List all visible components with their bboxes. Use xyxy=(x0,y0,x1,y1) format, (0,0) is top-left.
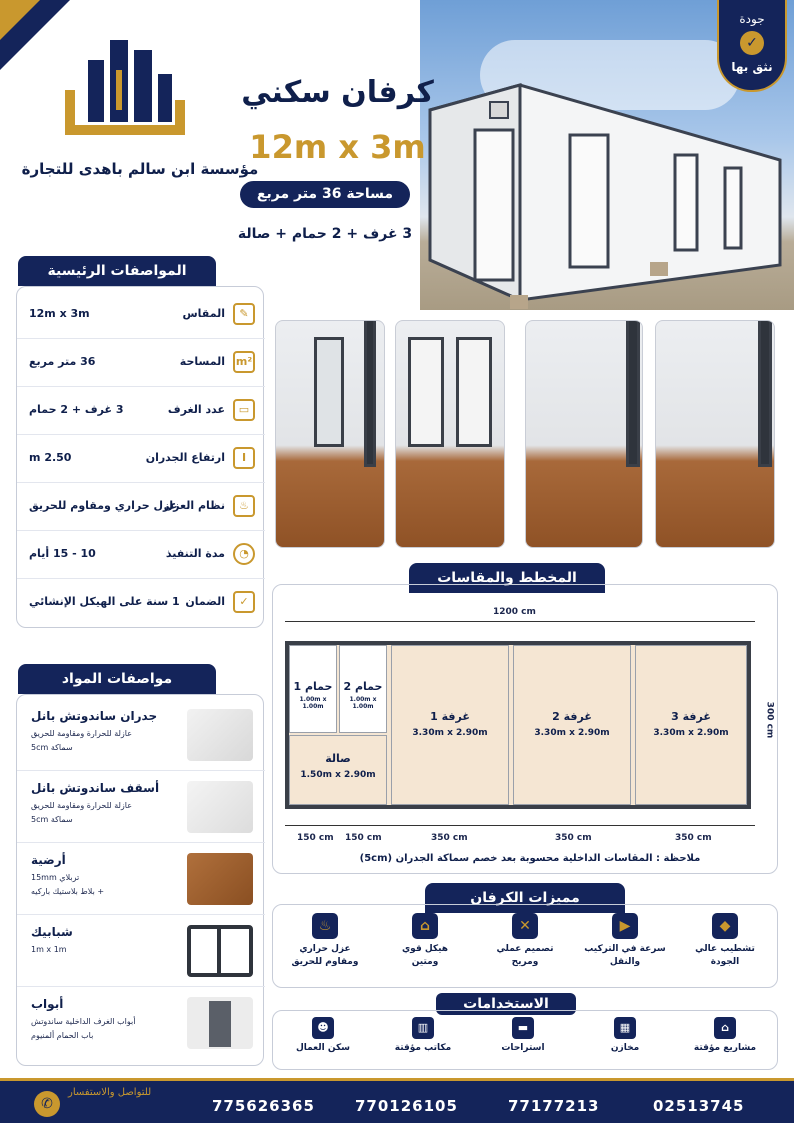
material-desc: تربلاي 15mm xyxy=(31,873,80,882)
material-desc: + بلاط بلاستيك باركيه xyxy=(31,887,105,896)
size-title: 12m x 3m xyxy=(249,128,426,166)
phone-number[interactable]: 770126105 xyxy=(355,1097,458,1115)
use-offices xyxy=(381,1017,465,1053)
panel-image xyxy=(187,709,253,761)
sofa-icon: ▬ xyxy=(512,1017,534,1039)
footer-bar xyxy=(0,1078,794,1123)
material-title: أبواب xyxy=(31,997,64,1011)
room-size: 3.30m x 2.90m xyxy=(534,728,610,738)
feature-label: ومقاوم للحريق xyxy=(291,957,359,967)
rooms-summary: 3 غرف + 2 حمام + صالة xyxy=(237,226,413,242)
spec-value: عزل حراري ومقاوم للحريق xyxy=(29,499,178,512)
interior-photo-room xyxy=(525,320,643,548)
workers-icon: ☻ xyxy=(312,1017,334,1039)
feature-insulation xyxy=(277,913,373,969)
flame-icon: ♨ xyxy=(233,495,255,517)
room-title: غرفة 2 xyxy=(552,710,592,723)
use-lounges xyxy=(481,1017,565,1053)
room-title: غرفة 3 xyxy=(671,710,711,723)
use-label: مشاريع مؤقتة xyxy=(693,1043,757,1053)
badge-top-text: جودة xyxy=(739,12,765,26)
spec-value: 10 - 15 أيام xyxy=(29,547,96,560)
bed-icon: ▭ xyxy=(233,399,255,421)
dim-room3: 350 cm xyxy=(675,833,712,843)
spec-label: المقاس xyxy=(182,307,225,320)
material-desc: أبواب الغرف الداخلية ساندوتش xyxy=(31,1017,136,1026)
features-heading: مميزات الكرفان xyxy=(425,883,625,913)
feature-label: هيكل قوي xyxy=(401,944,449,954)
area-icon: m² xyxy=(233,351,255,373)
interior-photo-room-2 xyxy=(655,320,775,548)
specs-heading: المواصفات الرئيسية xyxy=(18,256,216,286)
company-logo xyxy=(60,30,190,140)
room-size: 3.30m x 2.90m xyxy=(653,728,729,738)
room-size: 1.00m x 1.00m xyxy=(349,696,377,710)
area-pill: مساحة 36 متر مربع xyxy=(240,181,410,208)
store-icon: ⌂ xyxy=(714,1017,736,1039)
ruler-icon: ✎ xyxy=(233,303,255,325)
phone-number[interactable]: 775626365 xyxy=(212,1097,315,1115)
material-walls xyxy=(17,699,265,771)
uses-heading: الاستخدامات xyxy=(436,993,576,1015)
phone-number[interactable]: 02513745 xyxy=(653,1097,745,1115)
spec-value: 1 سنة على الهيكل الإنشائي xyxy=(29,595,180,608)
room-title: صالة xyxy=(325,752,351,765)
use-label: سكن العمال xyxy=(295,1043,351,1053)
feature-label: الجودة xyxy=(710,957,740,967)
materials-panel xyxy=(16,694,264,1066)
spec-label: نظام العزل xyxy=(163,499,225,512)
plan-note: ملاحظة : المقاسات الداخلية محسوبة بعد خصم سماكة الجدران (5cm) xyxy=(359,853,701,864)
spec-row-insulation xyxy=(17,483,265,531)
spec-value: 36 متر مربع xyxy=(29,355,96,368)
spec-value: 12m x 3m xyxy=(29,307,90,320)
panel-image xyxy=(187,781,253,833)
badge-bottom-text: نثق بها xyxy=(731,60,773,74)
material-desc: سماكة 5cm xyxy=(31,743,73,752)
spec-row-rooms xyxy=(17,387,265,435)
room-1 xyxy=(391,645,509,805)
feature-speed xyxy=(577,913,673,969)
bathroom-1 xyxy=(289,645,337,733)
material-desc: عازلة للحرارة ومقاومة للحريق xyxy=(31,729,133,738)
material-windows xyxy=(17,915,265,987)
dim-bath2: 150 cm xyxy=(345,833,382,843)
features-panel xyxy=(272,904,778,988)
window-image xyxy=(187,925,253,977)
tools-icon: ✕ xyxy=(512,913,538,939)
room-size: 1.00m x 1.00m xyxy=(299,696,327,710)
truck-icon: ▶ xyxy=(612,913,638,939)
material-desc: سماكة 5cm xyxy=(31,815,73,824)
spec-value: 2.50 m xyxy=(29,451,72,464)
door-image xyxy=(187,997,253,1049)
floor-plan-panel xyxy=(272,584,778,874)
dim-room1: 350 cm xyxy=(431,833,468,843)
feature-label: والنقل xyxy=(609,957,641,967)
shield-flame-icon: ♨ xyxy=(312,913,338,939)
phone-icon: ✆ xyxy=(34,1091,60,1117)
contact-label: للتواصل والاستفسار xyxy=(68,1087,152,1098)
room-title: حمام 1 xyxy=(293,680,333,693)
spec-label: المساحة xyxy=(179,355,225,368)
clock-icon: ◔ xyxy=(233,543,255,565)
material-title: أرضية xyxy=(31,853,66,867)
room-3 xyxy=(635,645,747,805)
use-storage xyxy=(583,1017,667,1053)
company-name: مؤسسة ابن سالم باهدى للتجارة xyxy=(21,160,259,178)
use-temp-projects xyxy=(683,1017,767,1053)
feature-label: ومتين xyxy=(411,957,439,967)
phone-number[interactable]: 77177213 xyxy=(508,1097,600,1115)
interior-photo-bathrooms xyxy=(395,320,505,548)
height-icon: I xyxy=(233,447,255,469)
material-desc: 1m x 1m xyxy=(31,945,67,954)
material-floor xyxy=(17,843,265,915)
room-title: غرفة 1 xyxy=(430,710,470,723)
shield-icon: ✓ xyxy=(233,591,255,613)
spec-row-warranty xyxy=(17,579,265,627)
dim-room2: 350 cm xyxy=(555,833,592,843)
plan-heading: المخطط والمقاسات xyxy=(409,563,605,593)
warehouse-icon: ▦ xyxy=(614,1017,636,1039)
specs-panel xyxy=(16,286,264,628)
floor-image xyxy=(187,853,253,905)
material-desc: باب الحمام ألمنيوم xyxy=(31,1031,94,1040)
use-workers-housing xyxy=(281,1017,365,1053)
spec-label: عدد الغرف xyxy=(167,403,225,416)
dim-bath1: 150 cm xyxy=(297,833,334,843)
spec-row-height xyxy=(17,435,265,483)
feature-label: سرعة في التركيب xyxy=(584,944,666,954)
feature-label: تصميم عملي xyxy=(496,944,554,954)
hall xyxy=(289,735,387,805)
spec-label: مدة التنفيذ xyxy=(165,547,225,560)
room-size: 3.30m x 2.90m xyxy=(412,728,488,738)
room-2 xyxy=(513,645,631,805)
material-title: أسقف ساندوتش بانل xyxy=(31,781,160,795)
use-label: مخازن xyxy=(610,1043,640,1053)
room-size: 1.50m x 2.90m xyxy=(300,770,376,780)
house-strong-icon: ⌂ xyxy=(412,913,438,939)
total-width-dim: 1200 cm xyxy=(493,607,536,617)
feature-label: عزل حراري xyxy=(299,944,351,954)
diamond-icon: ◆ xyxy=(712,913,738,939)
office-icon: ▥ xyxy=(412,1017,434,1039)
feature-structure xyxy=(377,913,473,969)
material-title: شبابيك xyxy=(31,925,73,939)
material-title: جدران ساندوتش بانل xyxy=(31,709,158,723)
materials-heading: مواصفات المواد xyxy=(18,664,216,694)
use-label: استراحات xyxy=(501,1043,545,1053)
feature-label: تشطيب عالي xyxy=(695,944,755,954)
total-height-dim: 300 cm xyxy=(764,701,775,739)
interior-photo-hall xyxy=(275,320,385,548)
feature-design xyxy=(477,913,573,969)
spec-value: 3 غرف + 2 حمام xyxy=(29,403,124,416)
page-title: كرفان سكني xyxy=(241,75,434,110)
spec-row-area xyxy=(17,339,265,387)
spec-label: ارتفاع الجدران xyxy=(145,451,225,464)
material-roof xyxy=(17,771,265,843)
use-label: مكاتب مؤقتة xyxy=(394,1043,452,1053)
material-desc: عازلة للحرارة ومقاومة للحريق xyxy=(31,801,133,810)
feature-label: ومريح xyxy=(511,957,539,967)
material-doors xyxy=(17,987,265,1059)
spec-label: الضمان xyxy=(185,595,225,608)
bathroom-2 xyxy=(339,645,387,733)
spec-row-duration xyxy=(17,531,265,579)
spec-row-size xyxy=(17,291,265,339)
quality-badge xyxy=(717,0,787,92)
room-title: حمام 2 xyxy=(343,680,383,693)
corner-decoration-gold xyxy=(0,0,40,40)
feature-finish xyxy=(677,913,773,969)
check-icon: ✓ xyxy=(740,31,764,55)
uses-panel xyxy=(272,1010,778,1070)
